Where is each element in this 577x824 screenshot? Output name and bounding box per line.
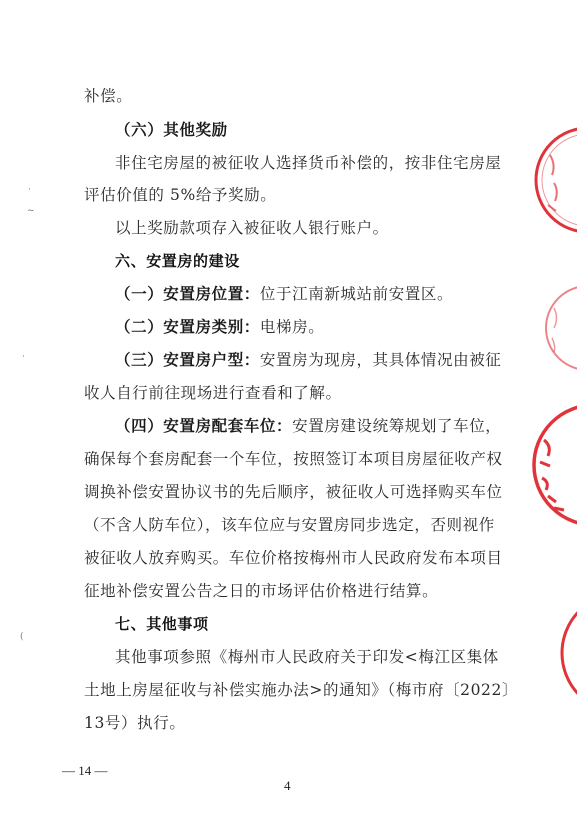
item-text: 安置房建设统筹规划了车位，: [292, 417, 502, 435]
page-footer-label: — 14 —: [62, 763, 108, 778]
scan-mark: ·: [28, 185, 31, 195]
chapter-heading: 七、其他事项: [115, 615, 209, 633]
paragraph-line: （不含人防车位），该车位应与安置房同步选定，否则视作: [84, 516, 495, 534]
paragraph-line: 土地上房屋征收与补偿实施办法>的通知》（梅市府〔2022〕: [84, 681, 519, 699]
paragraph-line: 征地补偿安置公告之日的市场评估价格进行结算。: [84, 582, 439, 600]
paragraph-line: 评估价值的 5%给予奖励。: [84, 186, 277, 204]
paragraph-line: 收人自行前往现场进行查看和了解。: [84, 384, 342, 402]
paragraph-line: 其他事项参照《梅州市人民政府关于印发<梅江区集体: [115, 648, 499, 666]
item-text: 电梯房。: [259, 318, 325, 336]
item-text: 安置房为现房，其具体情况由被征: [259, 351, 502, 369]
paragraph-line: 确保每个套房配套一个车位，按照签订本项目房屋征收产权: [84, 450, 503, 468]
paragraph-line: [115, 416, 535, 436]
paragraph-line: 非住宅房屋的被征收人选择货币补偿的，按非住宅房屋: [115, 154, 502, 172]
page-number: 4: [284, 778, 291, 793]
paragraph-line: 补偿。: [84, 87, 133, 105]
seal-stamp-icon: [524, 400, 577, 530]
paragraph-line: [115, 284, 535, 304]
paragraph-line: 被征收人放弃购买。车位价格按梅州市人民政府发布本项目: [84, 549, 503, 567]
paragraph-line: [115, 317, 535, 337]
item-label: （二）安置房类别：: [115, 317, 260, 336]
paragraph-line: 13号）执行。: [84, 714, 186, 732]
chapter-heading: 六、安置房的建设: [115, 252, 240, 270]
scan-mark: (: [20, 632, 24, 642]
scan-mark: ~: [27, 206, 35, 216]
seal-stamp-icon: [520, 125, 577, 235]
scan-mark: ·: [22, 352, 25, 362]
item-label: （一）安置房位置：: [115, 284, 260, 303]
seal-stamp-icon: [554, 598, 577, 708]
section-heading: （六）其他奖励: [115, 120, 228, 139]
item-text: 位于江南新城站前安置区。: [259, 285, 454, 303]
paragraph-line: 以上奖励款项存入被征收人银行账户。: [115, 219, 389, 237]
paragraph-line: 调换补偿安置协议书的先后顺序，被征收人可选择购买车位: [84, 483, 503, 501]
item-label: （三）安置房户型：: [115, 350, 260, 369]
item-label: （四）安置房配套车位：: [115, 416, 293, 435]
seal-stamp-icon: [540, 283, 577, 373]
paragraph-line: [115, 350, 535, 370]
